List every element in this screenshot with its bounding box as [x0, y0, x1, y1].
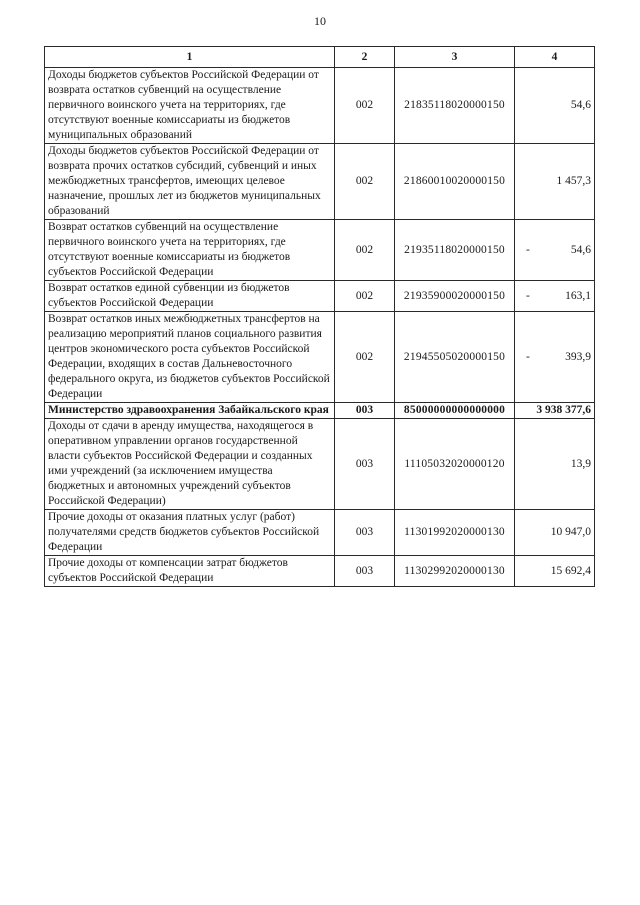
budget-classification-code-cell: 85000000000000000 — [395, 403, 515, 419]
amount-value: 393,9 — [565, 350, 591, 363]
revenue-name-cell: Возврат остатков субвенций на осуществление первичного воинского учета на территориях, где отсутствуют военные комиссариаты из бюджетов субъектов Российской Федерации — [45, 220, 335, 281]
amount-cell: 1 457,3 — [515, 144, 595, 220]
budget-classification-code-cell: 11302992020000130 — [395, 556, 515, 587]
revenue-name-cell: Доходы от сдачи в аренду имущества, находящегося в оперативном управлении органов государственной власти субъектов Российской Федерации и созданных ими учреждений (за исключением имущества бюджетных и автономных учреждений субъектов Российской Федерации) — [45, 419, 335, 510]
table-header-row — [45, 47, 595, 68]
amount-cell — [515, 281, 595, 312]
revenue-name-cell: Возврат остатков единой субвенции из бюджетов субъектов Российской Федерации — [45, 281, 335, 312]
minus-sign: - — [526, 243, 530, 256]
amount-cell — [515, 220, 595, 281]
table-body — [45, 68, 595, 587]
amount-value: 163,1 — [565, 289, 591, 302]
amount-cell — [515, 312, 595, 403]
amount-cell: 3 938 377,6 — [515, 403, 595, 419]
minus-sign: - — [526, 289, 530, 302]
revenue-name-cell: Доходы бюджетов субъектов Российской Федерации от возврата прочих остатков субсидий, субвенций и иных межбюджетных трансфертов, имеющих целевое назначение, прошлых лет из бюджетов муниципальных образований — [45, 144, 335, 220]
table-row — [45, 419, 595, 510]
admin-code-cell: 002 — [335, 312, 395, 403]
amount-value: 54,6 — [570, 243, 591, 256]
admin-code-cell: 002 — [335, 220, 395, 281]
admin-code-cell: 003 — [335, 419, 395, 510]
negative-amount — [518, 243, 591, 258]
admin-code-cell: 002 — [335, 144, 395, 220]
table-row — [45, 556, 595, 587]
revenue-name-cell: Возврат остатков иных межбюджетных трансфертов на реализацию мероприятий планов социального развития центров экономического роста субъектов Российской Федерации, входящих в состав Дальневосточного федерального округа, из бюджетов субъектов Российской Федерации — [45, 312, 335, 403]
table-row — [45, 220, 595, 281]
table-row — [45, 403, 595, 419]
negative-amount — [518, 289, 591, 304]
budget-classification-code-cell: 21935900020000150 — [395, 281, 515, 312]
budget-classification-code-cell: 21935118020000150 — [395, 220, 515, 281]
table-row — [45, 312, 595, 403]
column-header-3: 3 — [395, 47, 515, 68]
admin-code-cell: 003 — [335, 556, 395, 587]
budget-classification-code-cell: 21835118020000150 — [395, 68, 515, 144]
table-row — [45, 144, 595, 220]
column-header-4: 4 — [515, 47, 595, 68]
amount-cell: 54,6 — [515, 68, 595, 144]
revenue-table — [44, 46, 595, 587]
column-header-2: 2 — [335, 47, 395, 68]
table-row — [45, 68, 595, 144]
budget-classification-code-cell: 11105032020000120 — [395, 419, 515, 510]
admin-code-cell: 003 — [335, 510, 395, 556]
admin-code-cell: 002 — [335, 68, 395, 144]
page-number: 10 — [314, 14, 326, 28]
amount-cell: 10 947,0 — [515, 510, 595, 556]
budget-classification-code-cell: 21945505020000150 — [395, 312, 515, 403]
budget-classification-code-cell: 21860010020000150 — [395, 144, 515, 220]
admin-code-cell: 002 — [335, 281, 395, 312]
revenue-name-cell: Прочие доходы от компенсации затрат бюджетов субъектов Российской Федерации — [45, 556, 335, 587]
revenue-name-cell: Министерство здравоохранения Забайкальского края — [45, 403, 335, 419]
revenue-name-cell: Прочие доходы от оказания платных услуг (работ) получателями средств бюджетов субъектов Российской Федерации — [45, 510, 335, 556]
amount-cell: 13,9 — [515, 419, 595, 510]
table-row — [45, 510, 595, 556]
admin-code-cell: 003 — [335, 403, 395, 419]
column-header-1: 1 — [45, 47, 335, 68]
negative-amount — [518, 350, 591, 365]
budget-classification-code-cell: 11301992020000130 — [395, 510, 515, 556]
amount-cell: 15 692,4 — [515, 556, 595, 587]
revenue-name-cell: Доходы бюджетов субъектов Российской Федерации от возврата остатков субвенций на осуществление первичного воинского учета на территориях, где отсутствуют военные комиссариаты из бюджетов муниципальных образований — [45, 68, 335, 144]
minus-sign: - — [526, 350, 530, 363]
table-row — [45, 281, 595, 312]
